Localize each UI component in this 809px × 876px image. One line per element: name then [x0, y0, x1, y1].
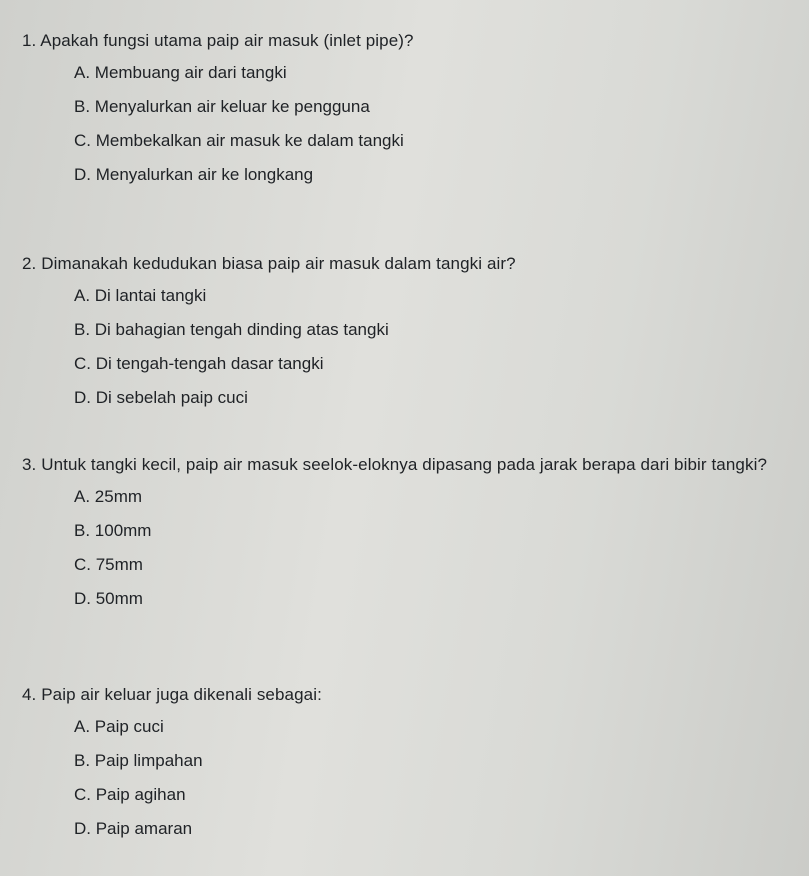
option-a: A. 25mm — [74, 487, 143, 506]
option-a: A. Paip cuci — [74, 717, 164, 736]
option-b: B. Paip limpahan — [74, 751, 203, 770]
option-d: D. Paip amaran — [74, 819, 193, 838]
option-b: B. 100mm — [74, 521, 152, 540]
option-list — [22, 710, 792, 846]
question-text: 3. Untuk tangki kecil, paip air masuk seelok-eloknya dipasang pada jarak berapa dari bibir tangki? — [22, 455, 767, 474]
option-c: C. Membekalkan air masuk ke dalam tangki — [74, 131, 404, 150]
question-2 — [22, 249, 792, 415]
option-d: D. Menyalurkan air ke longkang — [74, 165, 314, 184]
question-text: 2. Dimanakah kedudukan biasa paip air masuk dalam tangki air? — [22, 254, 516, 273]
option-list — [22, 56, 792, 192]
option-c: C. 75mm — [74, 555, 143, 574]
option-a: A. Di lantai tangki — [74, 286, 207, 305]
option-list — [22, 480, 792, 616]
option-b: B. Menyalurkan air keluar ke pengguna — [74, 97, 370, 116]
question-text: 4. Paip air keluar juga dikenali sebagai: — [22, 685, 322, 704]
option-a: A. Membuang air dari tangki — [74, 63, 287, 82]
option-list — [22, 279, 792, 415]
question-1 — [22, 26, 792, 192]
option-d: D. 50mm — [74, 589, 143, 608]
option-c: C. Di tengah-tengah dasar tangki — [74, 354, 324, 373]
question-4 — [22, 680, 792, 846]
option-d: D. Di sebelah paip cuci — [74, 388, 248, 407]
question-3 — [22, 450, 792, 616]
option-c: C. Paip agihan — [74, 785, 186, 804]
option-b: B. Di bahagian tengah dinding atas tangki — [74, 320, 389, 339]
question-text: 1. Apakah fungsi utama paip air masuk (inlet pipe)? — [22, 31, 414, 50]
